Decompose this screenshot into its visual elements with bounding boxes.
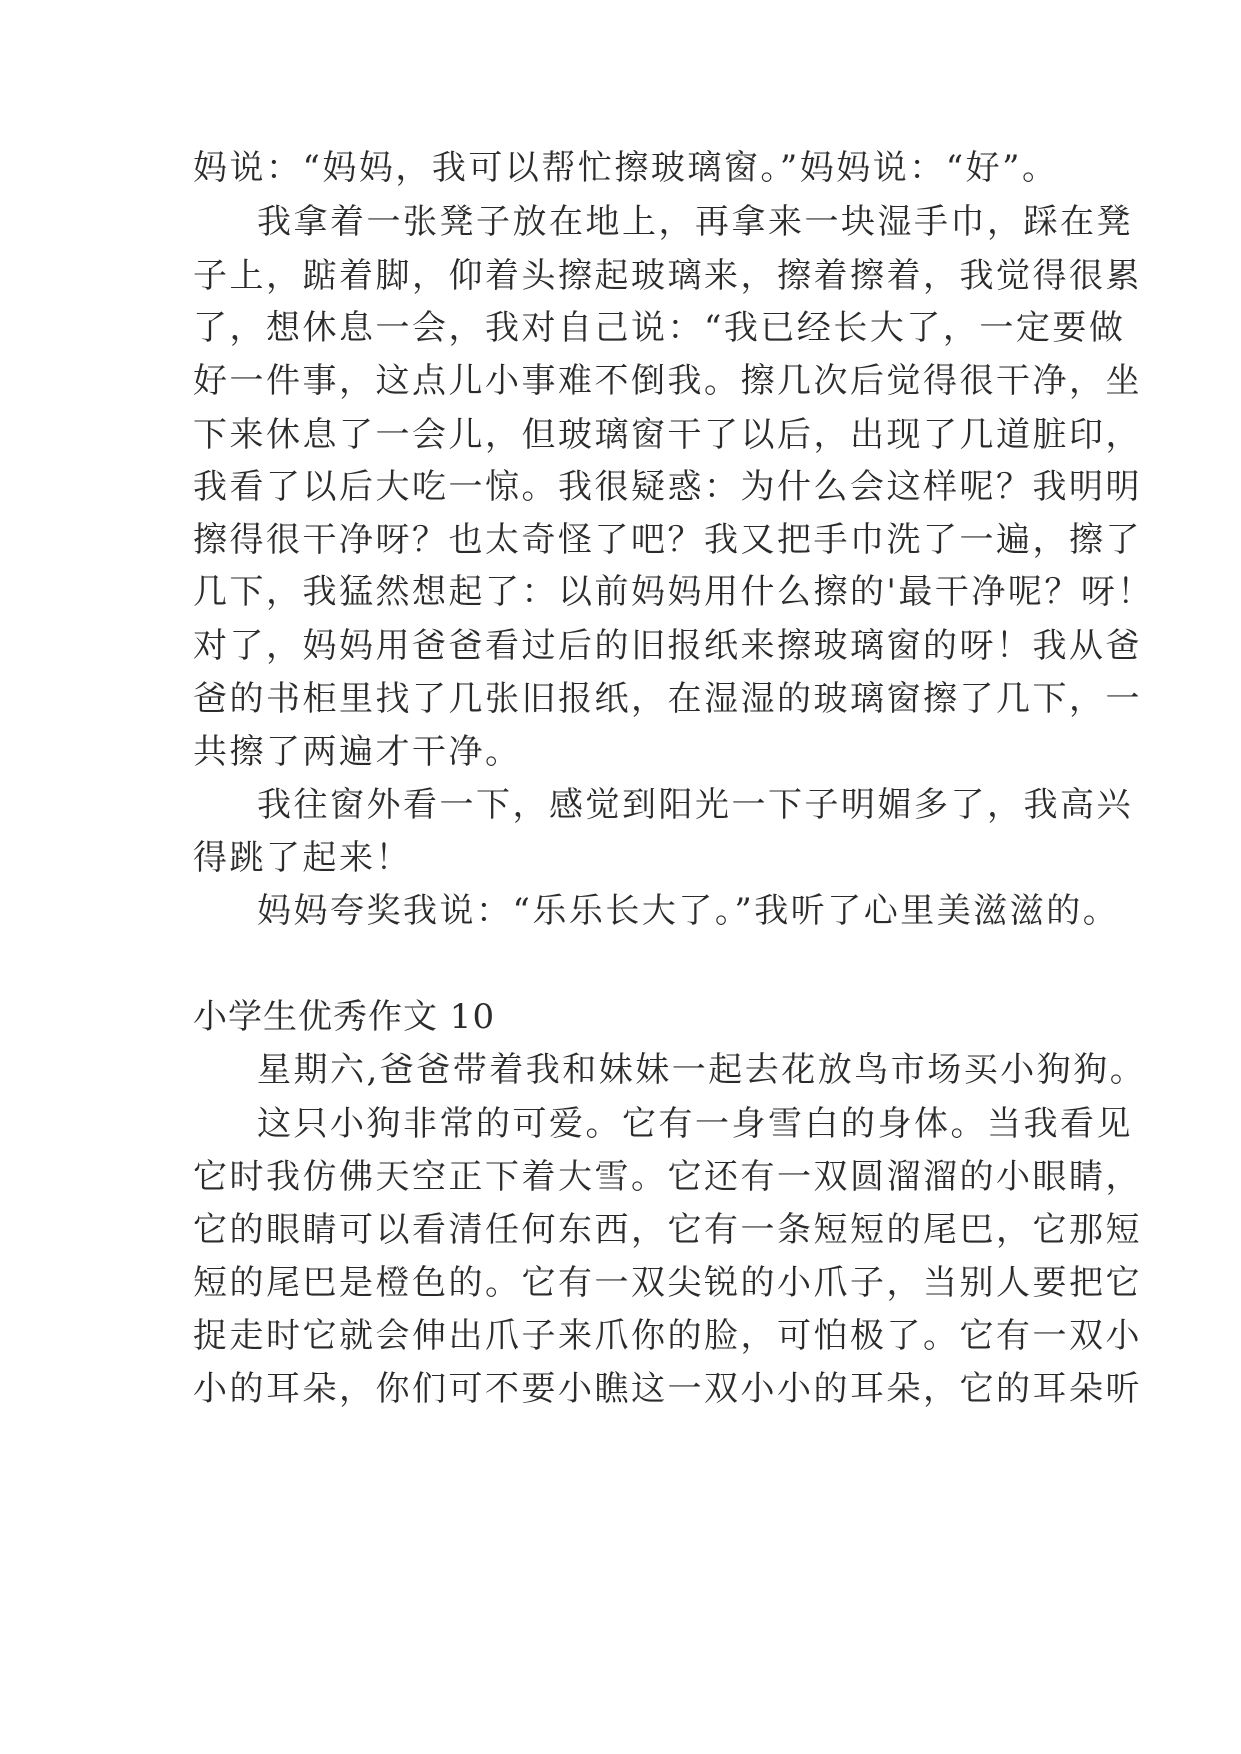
text-line: 子上，踮着脚，仰着头擦起玻璃来，擦着擦着，我觉得很累 bbox=[193, 256, 1142, 296]
text-line: 我看了以后大吃一惊。我很疑惑：为什么会这样呢？我明明 bbox=[193, 467, 1142, 507]
text-line: 擦得很干净呀？也太奇怪了吧？我又把手巾洗了一遍，擦了 bbox=[193, 520, 1142, 560]
section-heading: 小学生优秀作文 10 bbox=[193, 997, 496, 1037]
text-line: 几下，我猛然想起了：以前妈妈用什么擦的'最干净呢？呀！ bbox=[193, 572, 1154, 612]
text-line: 它的眼睛可以看清任何东西，它有一条短短的尾巴，它那短 bbox=[193, 1210, 1142, 1250]
text-line: 短的尾巴是橙色的。它有一双尖锐的小爪子，当别人要把它 bbox=[193, 1263, 1142, 1303]
text-line: 共擦了两遍才干净。 bbox=[193, 732, 522, 772]
paragraph-first-line: 这只小狗非常的可爱。它有一身雪白的身体。当我看见 bbox=[257, 1104, 1133, 1144]
text-line: 小的耳朵，你们可不要小瞧这一双小小的耳朵，它的耳朵听 bbox=[193, 1369, 1142, 1409]
paragraph-first-line: 我往窗外看一下，感觉到阳光一下子明媚多了，我高兴 bbox=[257, 785, 1133, 825]
paragraph-first-line: 妈妈夸奖我说：“乐乐长大了。”我听了心里美滋滋的。 bbox=[257, 891, 1120, 931]
text-line: 下来休息了一会儿，但玻璃窗干了以后，出现了几道脏印， bbox=[193, 415, 1142, 455]
text-line: 得跳了起来！ bbox=[193, 838, 412, 878]
text-line: 妈说：“妈妈，我可以帮忙擦玻璃窗。”妈妈说：“好”。 bbox=[193, 148, 1059, 188]
text-line: 对了，妈妈用爸爸看过后的旧报纸来擦玻璃窗的呀！我从爸 bbox=[193, 626, 1142, 666]
paragraph-first-line: 我拿着一张凳子放在地上，再拿来一块湿手巾，踩在凳 bbox=[257, 202, 1133, 242]
paragraph-first-line: 星期六,爸爸带着我和妹妹一起去花放鸟市场买小狗狗。 bbox=[257, 1050, 1147, 1090]
text-line: 爸的书柜里找了几张旧报纸，在湿湿的玻璃窗擦了几下，一 bbox=[193, 679, 1142, 719]
text-line: 好一件事，这点儿小事难不倒我。擦几次后觉得很干净，坐 bbox=[193, 361, 1142, 401]
text-line: 它时我仿佛天空正下着大雪。它还有一双圆溜溜的小眼睛， bbox=[193, 1157, 1142, 1197]
text-line: 了，想休息一会，我对自己说：“我已经长大了，一定要做 bbox=[193, 308, 1126, 348]
text-line: 捉走时它就会伸出爪子来爪你的脸，可怕极了。它有一双小 bbox=[193, 1316, 1142, 1356]
